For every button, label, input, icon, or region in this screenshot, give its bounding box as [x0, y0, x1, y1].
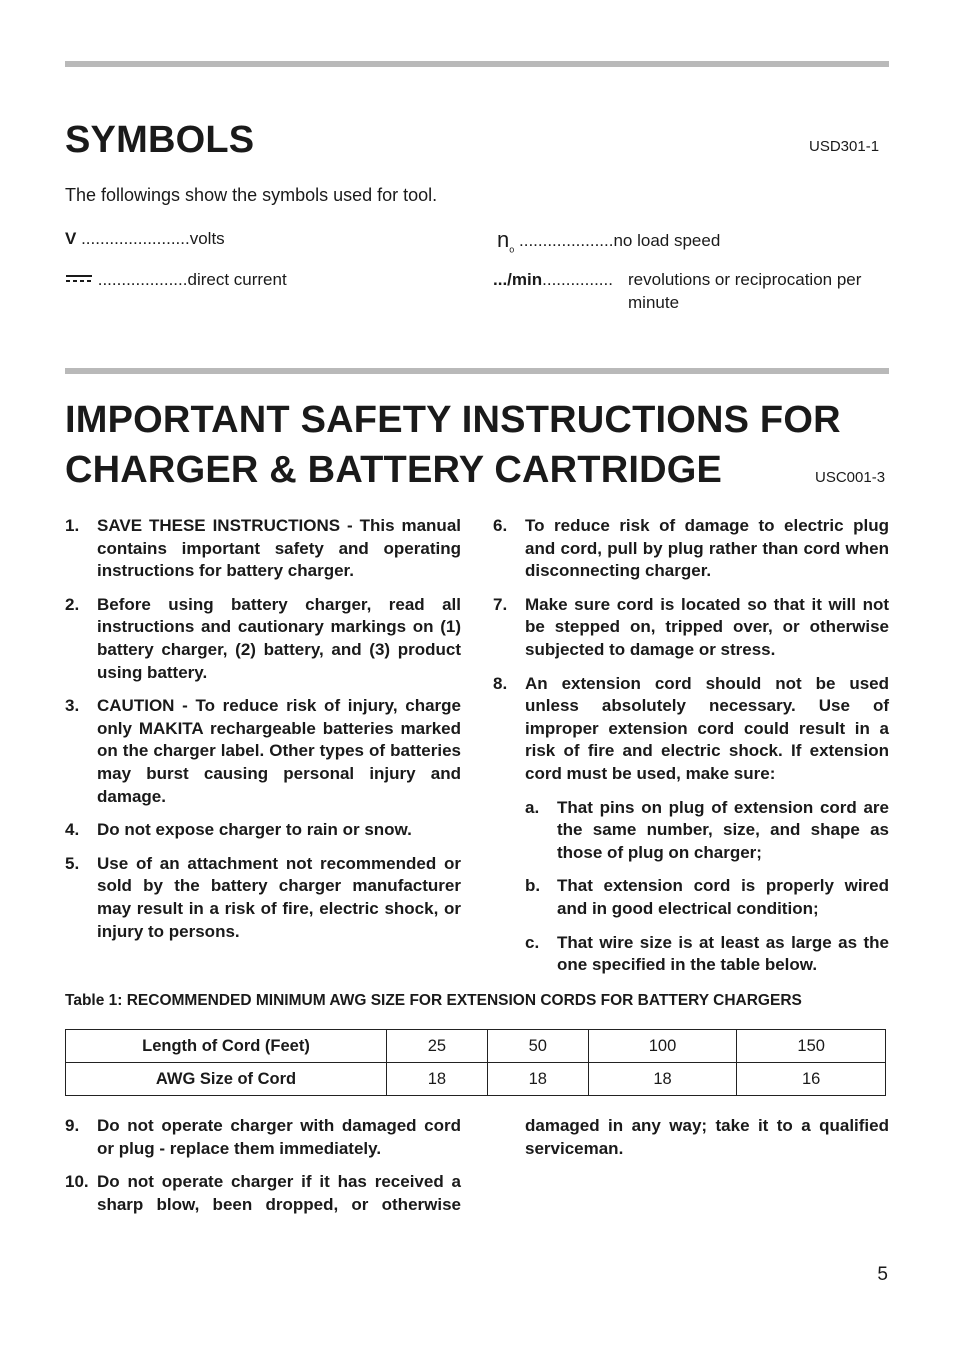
item-number: 3.: [65, 696, 80, 716]
volts-symbol: V: [65, 229, 77, 248]
item-text: CAUTION - To reduce risk of injury, charge only MAKITA rechargeable batteries marked on the charger label. Other types of batteries may burst causing personal injury and damage.: [97, 696, 461, 806]
table-row: [66, 1030, 886, 1063]
sub-list: [493, 797, 889, 977]
symbols-intro: The followings show the symbols used for tool.: [65, 185, 438, 205]
bottom-right-column: [493, 1115, 889, 1171]
table-caption: Table 1: RECOMMENDED MINIMUM AWG SIZE FOR EXTENSION CORDS FOR BATTERY CHARGERS: [65, 992, 802, 1009]
item-number: 8.: [493, 673, 508, 693]
sub-item-letter: b.: [525, 876, 541, 896]
table-row-label: Length of Cord (Feet): [66, 1030, 387, 1063]
sub-item-letter: c.: [525, 932, 540, 952]
symbol-leader: .......................: [81, 229, 190, 248]
item-number: 7.: [493, 594, 508, 614]
table-cell: 50: [487, 1030, 588, 1063]
table-cell: 18: [387, 1063, 488, 1096]
item-text: SAVE THESE INSTRUCTIONS - This manual contains important safety and operating instructions for battery charger.: [97, 516, 461, 581]
sub-list-item: [525, 797, 889, 865]
no-load-speed-symbol: $n_o$: [497, 227, 515, 255]
top-divider: [65, 61, 889, 67]
symbol-leader: ...............: [542, 270, 613, 289]
list-item: [65, 515, 461, 583]
list-item: [65, 853, 461, 943]
item-number: 6.: [493, 516, 508, 535]
table-cell: 100: [588, 1030, 737, 1063]
item-text: damaged in any way; take it to a qualified serviceman.: [525, 1116, 889, 1158]
item-text: Before using battery charger, read all instructions and cautionary markings on (1) battery charger, (2) battery, and (3) product using battery.: [97, 594, 461, 682]
table-cell: 18: [487, 1063, 588, 1096]
symbol-desc: direct current: [187, 270, 287, 289]
symbol-desc: no load speed: [613, 231, 721, 250]
symbol-direct-current: [65, 268, 287, 291]
table-cell: 25: [387, 1030, 488, 1063]
item-text: Make sure cord is located so that it will not be stepped on, tripped over, or otherwise subjected to damage or stress.: [525, 594, 889, 659]
table-cell: 16: [737, 1063, 886, 1096]
symbol-no-load-speed: [497, 227, 720, 260]
sub-item-text: That pins on plug of extension cord are the same number, size, and shape as those of plug on charger;: [557, 797, 889, 862]
symbol-desc: volts: [189, 229, 225, 248]
list-item: [493, 515, 889, 583]
symbol-desc: revolutions or reciprocation per minute: [628, 270, 862, 312]
sub-item-text: That extension cord is properly wired and in good electrical condition;: [557, 876, 889, 918]
awg-table: [65, 1029, 886, 1096]
symbol-leader: ....................: [519, 231, 614, 250]
list-item: [65, 1115, 461, 1160]
symbols-title: SYMBOLS: [65, 119, 255, 161]
item-text: Do not operate charger with damaged cord or plug - replace them immediately.: [97, 1116, 461, 1158]
item-number: 2.: [65, 594, 80, 614]
safety-code: USC001-3: [815, 469, 886, 486]
item-number: 5.: [65, 853, 80, 873]
list-item: [65, 819, 461, 842]
sub-item-text: That wire size is at least as large as the one specified in the table below.: [557, 932, 889, 975]
bottom-left-column: [65, 1115, 461, 1227]
direct-current-icon: [65, 273, 93, 285]
page-number: 5: [877, 1264, 888, 1285]
sub-item-letter: a.: [525, 797, 540, 817]
sub-list-item: [525, 875, 889, 920]
list-item: [493, 594, 889, 662]
item-number: 10.: [65, 1172, 89, 1192]
table-cell: 150: [737, 1030, 886, 1063]
sub-list-item: [525, 932, 889, 977]
section-divider: [65, 368, 889, 374]
symbols-code: USD301-1: [809, 138, 880, 155]
safety-title-line2: CHARGER & BATTERY CARTRIDGE: [65, 449, 723, 491]
list-item: [65, 594, 461, 684]
safety-title-line1: IMPORTANT SAFETY INSTRUCTIONS FOR: [65, 399, 841, 441]
list-item: [65, 695, 461, 808]
symbol-volts: [65, 227, 225, 250]
table-cell: 18: [588, 1063, 737, 1096]
list-item: [493, 673, 889, 786]
item-text: Use of an attachment not recommended or sold by the battery charger manufacturer may result in a risk of fire, electric shock, or injury to persons.: [97, 853, 461, 941]
item-number: 1.: [65, 516, 80, 535]
symbol-leader: ...................: [97, 270, 188, 289]
table-row-label: AWG Size of Cord: [66, 1063, 387, 1096]
table-row: [66, 1063, 886, 1096]
item-number: 9.: [65, 1116, 80, 1135]
left-column: [65, 515, 461, 954]
right-column: [493, 515, 889, 988]
per-minute-symbol: .../min: [493, 270, 543, 289]
list-item-continued: [493, 1115, 889, 1160]
item-number: 4.: [65, 820, 80, 840]
item-text: Do not expose charger to rain or snow.: [97, 820, 412, 840]
item-text: An extension cord should not be used unless absolutely necessary. Use of improper extension cord could result in a risk of fire and electric shock. If extension cord must be used, make sure:: [525, 673, 889, 783]
item-text: To reduce risk of damage to electric plug and cord, pull by plug rather than cord when disconnecting charger.: [525, 516, 889, 581]
item-text: Do not operate charger if it has received a sharp blow, been dropped, or otherwise: [97, 1172, 461, 1214]
list-item: [65, 1171, 461, 1216]
